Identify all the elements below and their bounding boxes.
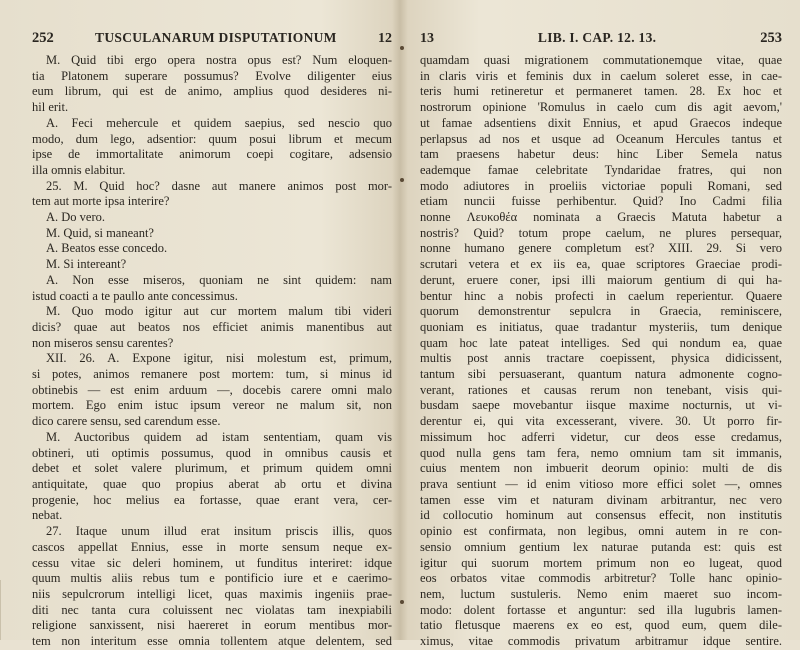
text-line: cessu vitae sic deleri hominem, ut funditus interiret: idque: [32, 555, 392, 570]
text-line: 25. M. Quid hoc? dasne aut manere animos post mor-: [46, 178, 392, 193]
text-line: 27. Itaque unum illud erat insitum priscis illis, quos: [46, 524, 392, 539]
text-line: nostrorum opinione 'Romulus in caelo cum dis agit aevom,': [420, 100, 782, 115]
text-line: eos orbatos vitae commodis arbitretur? Tolle hanc opinio-: [420, 571, 782, 586]
left-page-header: [32, 30, 392, 47]
text-line: cascos appellat Ennius, esse in morte sensum neque ex-: [32, 539, 392, 554]
text-line: derunt, eruere coner, ipsi illi maiorum gentium di qui ha-: [420, 272, 782, 287]
text-line: cuius mentem non imbuerit deorum opinio: multi de dis: [420, 461, 782, 476]
text-line: ximus, vitae commodis privatum arbitramur idque sentire.: [420, 634, 782, 649]
text-line: niis sepulcrorum intelligi licet, quas maximis ingeniis prae-: [32, 586, 392, 601]
text-line: quorum demonstrentur sepulcra in Graecia, reminiscere,: [420, 304, 782, 319]
right-page-text: [420, 53, 782, 650]
text-line: diti nec tanta cura coluissent nec violatas tam inexpiabili: [32, 602, 392, 617]
text-line: eum librum, qui est de animo, amplius quod desideres ni-: [32, 84, 392, 99]
text-line: obtineri, uti optimis possumus, quod in omnibus causis et: [32, 445, 392, 460]
text-line: A. Beatos esse concedo.: [46, 241, 168, 256]
text-line: tem non interitum esse omnia tollentem atque delentem, sed: [32, 634, 392, 649]
text-line: quod nulla gens tam fera, nemo omnium tam sit immanis,: [420, 445, 782, 460]
left-running-title: TUSCULANARUM DISPUTATIONUM: [95, 30, 337, 45]
text-line: M. Quid tibi ergo opera nostra opus est? Num eloquen-: [46, 53, 392, 67]
text-line: tia Platonem superare possumus? Evolve diligenter eius: [32, 68, 392, 83]
text-line: multis post annis tractare coepissent, physica didicissent,: [420, 351, 782, 366]
text-line: mortem. Ego enim istuc ipsum vereor ne malum sit, non: [32, 398, 392, 413]
left-page-number: 252: [32, 30, 54, 46]
text-line: modo, dum lego, adsentior: quum posui librum et mecum: [32, 131, 392, 146]
text-line: XII. 26. A. Expone igitur, nisi molestum est, primum,: [46, 351, 392, 366]
text-line: modo: dolent fortasse et anguntur: sed illa lugubris lamen-: [420, 602, 782, 617]
text-line: M. Quo modo igitur aut cur mortem malum tibi videri: [46, 304, 392, 319]
text-line: hil erit.: [32, 100, 69, 115]
text-line: nebat.: [32, 508, 63, 523]
text-line: istud coacti a te paullo ante concessimus.: [32, 288, 238, 303]
text-line: nem, luctum sustuleris. Nemo enim maeret suo incom-: [420, 586, 782, 601]
text-line: obtinebis — est enim arduum —, docebis carere omni malo: [32, 382, 392, 397]
text-line: tam praesens habetur deus: hinc Liber Semela natus: [420, 147, 782, 162]
right-page-header: [420, 30, 782, 47]
text-line: ipse de immortalitate animorum coepi cogitare, adsensio: [32, 147, 392, 162]
text-line: busdam saepe movebantur iisque maxime nocturnis, ut vi-: [420, 398, 782, 413]
text-line: quoniam es initiatus, quae tradantur mysteriis, tum denique: [420, 319, 782, 334]
text-line: in claris viris et feminis dux in caelum soleret esse, in cae-: [420, 68, 782, 83]
text-line: tamen esse vim et naturam divinam arbitrantur, nec vero: [420, 492, 782, 507]
text-line: M. Auctoribus quidem ad istam sententiam, quam vis: [46, 429, 392, 444]
text-line: ut famae adsentiens dixit Ennius, et apud Graecos indeque: [420, 115, 782, 130]
text-line: dico carere sensu, sed carendum esse.: [32, 414, 221, 429]
text-line: igitur qui suorum mortem primum non eo lugeat, quod: [420, 555, 782, 570]
right-page-number: 253: [760, 30, 782, 46]
text-line: modo adiutores in proeliis victoriae populi Romani, sed: [420, 178, 782, 193]
text-line: dicis? quae aut beatos nos efficiet animis manentibus aut: [32, 319, 392, 334]
text-line: si potes, animos remanere post mortem: tum, si minus id: [32, 367, 392, 382]
text-line: A. Non esse miseros, quoniam ne sint quidem: nam: [46, 272, 392, 287]
text-line: quamdam quasi migrationem commutationemque vitae, quae: [420, 53, 782, 67]
text-line: prava sentiunt — id enim vitioso more effici solet —, omnes: [420, 476, 782, 491]
text-line: etiam nuncii fuisse perhibentur. Quid? Ino Cadmi filia: [420, 194, 782, 209]
text-line: id collocutio hominum aut consensus effecit, non institutis: [420, 508, 782, 523]
text-line: A. Feci mehercule et quidem saepius, sed nescio quo: [46, 115, 392, 130]
text-line: verant, rationes et causas rerum non tenebant, visis qui-: [420, 382, 782, 397]
text-line: scrutari vetera et ex iis ea, quae scriptores Graeciae prodi-: [420, 257, 782, 272]
text-line: tantum sibi persuaserant, quantum natura admonente cogno-: [420, 367, 782, 382]
text-line: tem aut morte ipsa interire?: [32, 194, 170, 209]
text-line: progenie, hoc melius ea fortasse, quae erant vera, cer-: [32, 492, 392, 507]
text-line: A. Do vero.: [46, 210, 106, 225]
text-line: bentur hinc a nobis profecti in caelum reperientur. Quaere: [420, 288, 782, 303]
text-line: sensio omnium gentium lex naturae putanda est: quis est: [420, 539, 782, 554]
text-line: tatio fletusque maerens ex eo est, quod eum, quem dile-: [420, 618, 782, 633]
left-page-text: [32, 53, 392, 650]
left-page: [32, 30, 392, 650]
text-line: debet et solet valere plurimum, et primum quidem omni: [32, 461, 392, 476]
text-line: nonne Λευκοθέα nominata a Graecis Matuta habetur a: [420, 210, 782, 225]
text-line: quum multis aliis rebus tum e pontificio iure et e caerimo-: [32, 571, 392, 586]
text-line: nostris? Quid? totum prope caelum, ne plures persequar,: [420, 225, 782, 240]
text-line: derentur ei, qui vita excesserant, vivere. 30. Ut porro fir-: [420, 414, 782, 429]
text-line: eademque famae celebritate Tyndaridae fratres, qui non: [420, 162, 782, 177]
text-line: quam hoc late pateat intelliges. Sed qui nondum ea, quae: [420, 335, 782, 350]
gutter-mark: [400, 600, 404, 604]
text-line: missimum hoc adferri videtur, cur deos esse credamus,: [420, 429, 782, 444]
text-line: teris humi retineretur et permaneret tamen. 28. Ex hoc et: [420, 84, 782, 99]
text-line: perlapsus ad nos et usque ad Oceanum Hercules tantus et: [420, 131, 782, 146]
text-line: opinio est confirmata, non legibus, omni autem in re con-: [420, 524, 782, 539]
text-line: antiquitate, quae quo propius aberat ab ortu et divina: [32, 476, 392, 491]
text-line: M. Si intereant?: [46, 257, 127, 272]
gutter-mark: [400, 178, 404, 182]
text-line: nonne humano genere completum est? XIII. 29. Si vero: [420, 241, 782, 256]
gutter-mark: [400, 46, 404, 50]
left-section-number: 12: [378, 31, 392, 46]
right-section-number: 13: [420, 31, 434, 46]
text-line: non miseros sensu carentes?: [32, 335, 174, 350]
text-line: illa omnis elabitur.: [32, 162, 126, 177]
text-line: religione sanxissent, nisi haereret in eorum mentibus mor-: [32, 618, 392, 633]
text-line: M. Quid, si maneant?: [46, 225, 154, 240]
right-page: [420, 30, 782, 650]
right-running-title: LIB. I. CAP. 12. 13.: [537, 30, 657, 45]
